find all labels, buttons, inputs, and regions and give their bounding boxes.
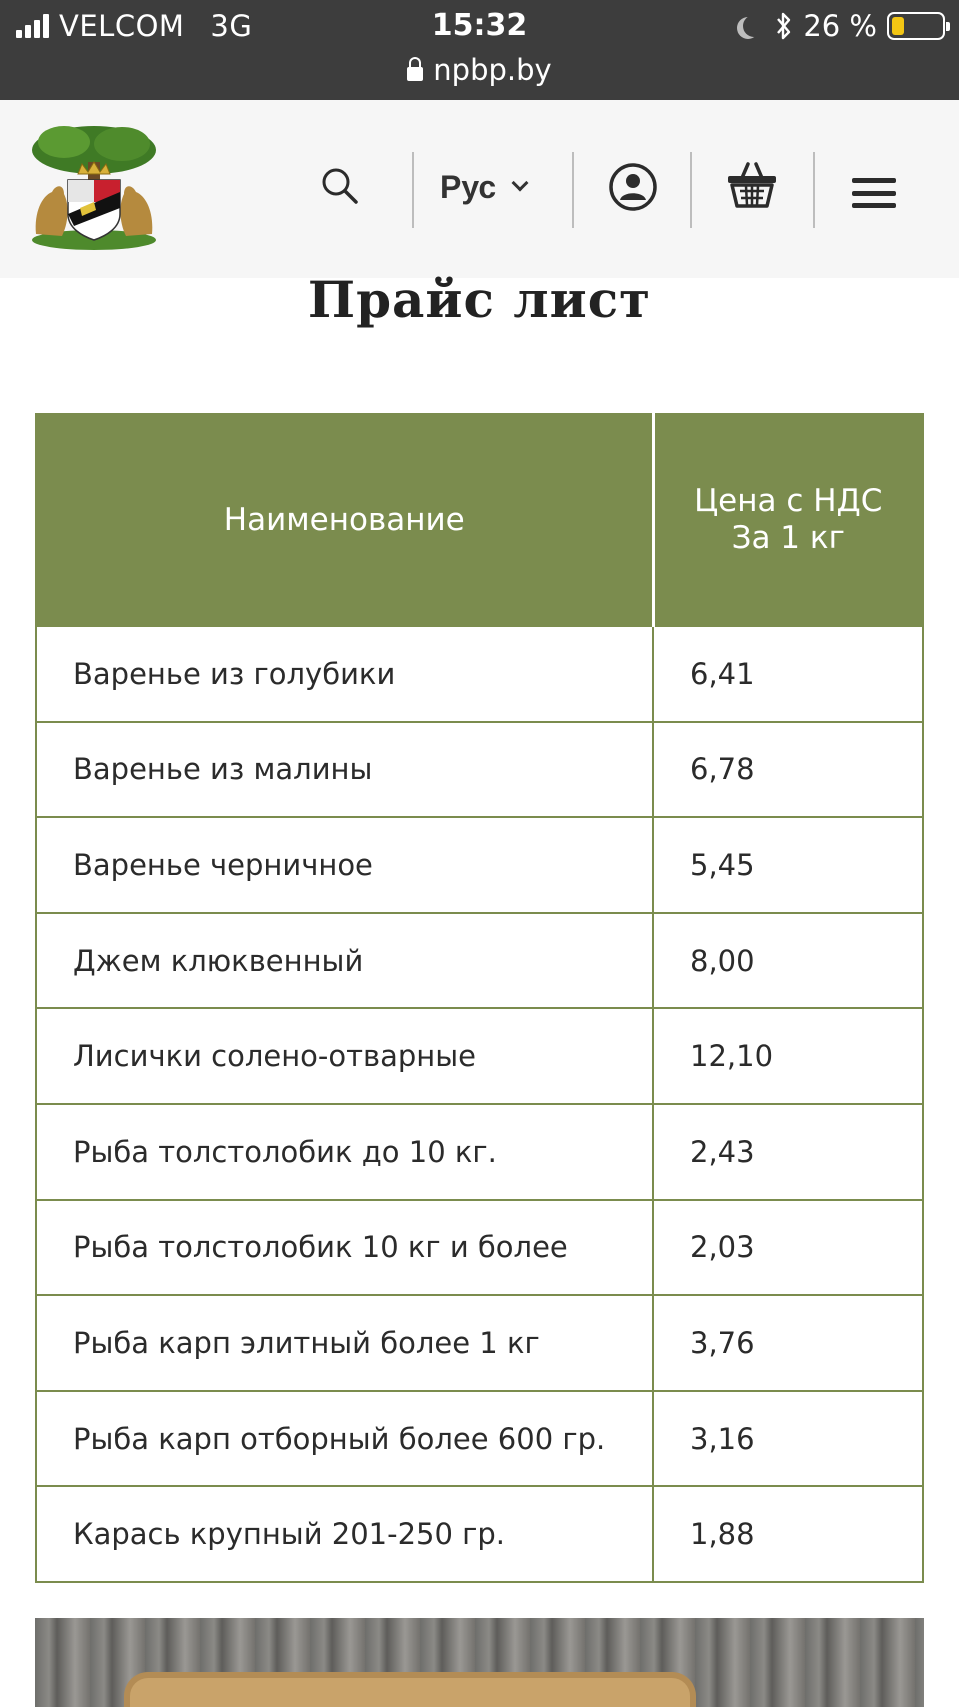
header-divider bbox=[572, 152, 574, 228]
site-header bbox=[0, 100, 959, 278]
column-header-price bbox=[653, 414, 923, 626]
language-select[interactable] bbox=[440, 162, 526, 212]
chevron-down-icon bbox=[512, 175, 529, 192]
product-photo bbox=[35, 1618, 924, 1707]
user-icon[interactable] bbox=[608, 162, 658, 212]
table-row bbox=[36, 1008, 923, 1104]
product-name: Варенье из малины bbox=[36, 722, 653, 818]
product-name: Карась крупный 201-250 гр. bbox=[36, 1486, 653, 1582]
product-price: 3,16 bbox=[653, 1391, 923, 1487]
cart-icon[interactable] bbox=[724, 156, 780, 212]
search-icon[interactable] bbox=[318, 164, 362, 208]
product-name: Рыба толстолобик 10 кг и более bbox=[36, 1200, 653, 1296]
header-divider bbox=[813, 152, 815, 228]
product-price: 2,43 bbox=[653, 1104, 923, 1200]
product-price: 2,03 bbox=[653, 1200, 923, 1296]
column-header-name: Наименование bbox=[36, 414, 653, 626]
table-row bbox=[36, 1391, 923, 1487]
table-row bbox=[36, 1486, 923, 1582]
product-price: 12,10 bbox=[653, 1008, 923, 1104]
product-price: 6,78 bbox=[653, 722, 923, 818]
product-name: Лисички солено-отварные bbox=[36, 1008, 653, 1104]
table-row bbox=[36, 722, 923, 818]
table-header-row bbox=[36, 414, 923, 626]
product-price: 5,45 bbox=[653, 817, 923, 913]
product-price: 3,76 bbox=[653, 1295, 923, 1391]
table-row bbox=[36, 1104, 923, 1200]
product-price: 6,41 bbox=[653, 626, 923, 722]
table-body bbox=[36, 626, 923, 1582]
battery-percent: 26 % bbox=[803, 9, 877, 43]
page-title: Прайс лист bbox=[307, 270, 652, 329]
wooden-board bbox=[130, 1678, 690, 1707]
header-divider bbox=[690, 152, 692, 228]
table-row bbox=[36, 1200, 923, 1296]
product-price: 1,88 bbox=[653, 1486, 923, 1582]
menu-icon[interactable] bbox=[852, 178, 896, 208]
status-right bbox=[737, 8, 945, 44]
battery-icon bbox=[887, 12, 945, 40]
battery-fill bbox=[892, 17, 904, 35]
network-type: 3G bbox=[210, 9, 253, 43]
header-divider bbox=[412, 152, 414, 228]
address-bar[interactable] bbox=[0, 50, 959, 90]
product-name: Варенье из голубики bbox=[36, 626, 653, 722]
product-name: Рыба толстолобик до 10 кг. bbox=[36, 1104, 653, 1200]
table-row bbox=[36, 913, 923, 1009]
logo-coat-of-arms-icon[interactable] bbox=[24, 122, 164, 252]
product-name: Рыба карп отборный более 600 гр. bbox=[36, 1391, 653, 1487]
product-name: Рыба карп элитный более 1 кг bbox=[36, 1295, 653, 1391]
product-name: Джем клюквенный bbox=[36, 913, 653, 1009]
table-row bbox=[36, 1295, 923, 1391]
price-table bbox=[35, 413, 924, 1583]
bluetooth-icon bbox=[775, 12, 793, 40]
product-price: 8,00 bbox=[653, 913, 923, 1009]
lock-icon bbox=[407, 67, 423, 81]
status-time: 15:32 bbox=[431, 8, 528, 43]
do-not-disturb-icon bbox=[743, 15, 765, 37]
language-label: Рус bbox=[440, 168, 497, 205]
status-bar bbox=[0, 0, 959, 100]
table-row bbox=[36, 817, 923, 913]
url-text: npbp.by bbox=[433, 53, 552, 87]
carrier-name: VELCOM bbox=[59, 9, 185, 43]
price-header-line2: За 1 кг bbox=[731, 520, 845, 556]
table-row bbox=[36, 626, 923, 722]
product-name: Варенье черничное bbox=[36, 817, 653, 913]
price-header-line1: Цена с НДС bbox=[694, 483, 883, 519]
